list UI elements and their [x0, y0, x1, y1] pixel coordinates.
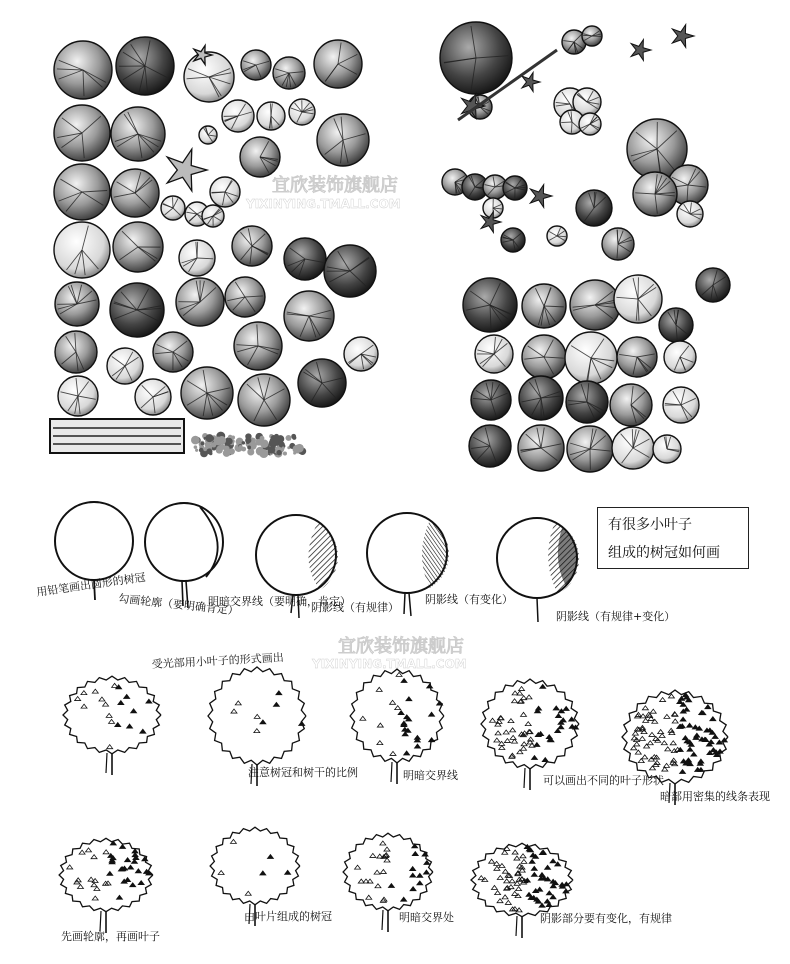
- palm-symbol: [631, 40, 651, 61]
- tree-symbol: [469, 425, 511, 467]
- plan-tree-symbols-right: [440, 22, 730, 472]
- watermark-upper: [245, 174, 401, 211]
- note-leaf-row2-a: 先画轮廓，再画叶子: [61, 930, 160, 943]
- step-contour-circle: [145, 503, 223, 608]
- note-leaf-row1-e: 暗部用密集的线条表现: [660, 790, 770, 803]
- leafy-canopy: [622, 690, 728, 805]
- tree-symbol: [633, 172, 677, 216]
- tree-symbol: [153, 332, 193, 372]
- tree-symbol: [111, 107, 165, 161]
- caption-line-1: 有很多小叶子: [608, 517, 692, 533]
- note-step6: 阴影线（有规律+变化）: [556, 610, 676, 623]
- tree-symbol: [547, 226, 567, 246]
- note-step5: 阴影线（有变化）: [425, 593, 513, 606]
- tree-symbol: [612, 427, 654, 469]
- tree-symbol: [663, 387, 699, 423]
- note-leaf-row1-c: 明暗交界线: [403, 769, 458, 782]
- tree-symbol: [317, 114, 369, 166]
- tree-symbol: [677, 201, 703, 227]
- step-annotations: [35, 570, 675, 623]
- tree-symbol: [116, 37, 174, 95]
- tree-symbol: [234, 322, 282, 370]
- tree-symbol: [107, 348, 143, 384]
- tree-symbol: [240, 137, 280, 177]
- caption-line-2: 组成的树冠如何画: [608, 545, 720, 561]
- tree-symbol: [519, 376, 563, 420]
- tree-symbol: [518, 425, 564, 471]
- tree-symbol: [184, 52, 234, 102]
- tree-symbol: [284, 238, 326, 280]
- tree-symbol: [289, 99, 315, 125]
- tree-symbol: [54, 222, 110, 278]
- tree-symbol: [232, 226, 272, 266]
- tree-symbol: [273, 57, 305, 89]
- tree-symbol: [565, 332, 617, 384]
- watermark-en-2: YIXINYING.TMALL.COM: [312, 657, 467, 671]
- tree-symbol: [210, 177, 240, 207]
- note-leaf-row2-d: 阴影部分要有变化，有规律: [540, 912, 672, 925]
- tree-symbol: [576, 190, 612, 226]
- leafy-canopy-sketches: [59, 667, 728, 938]
- note-step2: 勾画轮廓（要明确肯定）: [117, 592, 240, 618]
- tree-symbol: [161, 196, 185, 220]
- leafy-canopy: [59, 838, 153, 933]
- tree-symbol: [522, 284, 566, 328]
- tree-symbol: [582, 26, 602, 46]
- leaf-annotations: [61, 650, 770, 943]
- palm-symbol: [530, 185, 552, 208]
- note-step1: 用铅笔画出圆形的树冠: [35, 570, 147, 599]
- tree-symbol: [238, 374, 290, 426]
- tree-symbol: [54, 41, 112, 99]
- shrub-texture-strip: [191, 432, 306, 458]
- tree-symbol: [566, 381, 608, 423]
- palm-symbol: [167, 149, 207, 191]
- note-leaf-row1-a: 受光部用小叶子的形式画出: [151, 651, 284, 671]
- tree-symbol: [241, 50, 271, 80]
- watermark-lower: [311, 635, 467, 671]
- note-leaf-row1-d: 可以画出不同的叶子形状: [543, 774, 664, 787]
- tree-symbol: [135, 379, 171, 415]
- tree-symbol: [471, 380, 511, 420]
- tree-symbol: [314, 40, 362, 88]
- note-leaf-row2-b: 由叶片组成的树冠: [244, 910, 332, 923]
- tree-symbol: [610, 384, 652, 426]
- tree-symbol: [58, 376, 98, 416]
- palm-symbol: [672, 25, 694, 48]
- hedge-strip: [50, 419, 184, 453]
- tree-symbol: [284, 291, 334, 341]
- step-shadow-lines-varied: [497, 518, 579, 622]
- watermark-cn-2: 宜欣装饰旗舰店: [338, 636, 464, 657]
- tree-symbol: [110, 283, 164, 337]
- note-step3: 明暗交界线（要明确，肯定）: [208, 595, 351, 608]
- tree-symbol: [113, 222, 163, 272]
- tree-symbol: [579, 113, 601, 135]
- tree-symbol: [111, 169, 159, 217]
- tree-symbol: [617, 337, 657, 377]
- caption-box: [597, 507, 749, 569]
- tree-symbol: [225, 277, 265, 317]
- tree-symbol: [653, 435, 681, 463]
- tree-symbol: [54, 164, 110, 220]
- tree-symbol: [522, 335, 566, 379]
- watermark-cn: 宜欣装饰旗舰店: [272, 175, 398, 196]
- tree-symbol: [501, 228, 525, 252]
- tree-symbol: [55, 331, 97, 373]
- tree-symbol: [440, 22, 512, 94]
- watermark-en: YIXINYING.TMALL.COM: [246, 197, 401, 211]
- tree-symbol: [176, 278, 224, 326]
- tree-symbol: [475, 335, 513, 373]
- tree-symbol: [181, 367, 233, 419]
- note-leaf-row2-c: 明暗交界处: [399, 911, 454, 924]
- tree-symbol: [324, 245, 376, 297]
- tree-symbol: [659, 308, 693, 342]
- tree-symbol: [664, 341, 696, 373]
- tree-symbol: [602, 228, 634, 260]
- plan-tree-symbols-left: [54, 37, 378, 426]
- leafy-canopy: [350, 669, 444, 784]
- tree-symbol: [222, 100, 254, 132]
- tree-symbol: [344, 337, 378, 371]
- tree-symbol: [55, 282, 99, 326]
- tree-symbol: [179, 240, 215, 276]
- note-step4: 阴影线（有规律）: [311, 601, 399, 614]
- tree-symbol: [570, 280, 620, 330]
- note-leaf-row1-b: 注意树冠和树干的比例: [248, 766, 358, 779]
- tree-symbol: [567, 426, 613, 472]
- tree-symbol: [696, 268, 730, 302]
- tree-symbol: [257, 102, 285, 130]
- tree-symbol: [614, 275, 662, 323]
- palm-symbol: [522, 72, 540, 91]
- tree-symbol: [202, 205, 224, 227]
- leafy-canopy: [63, 676, 161, 775]
- tree-symbol: [463, 278, 517, 332]
- tree-symbol: [298, 359, 346, 407]
- tree-symbol: [54, 105, 110, 161]
- tree-symbol: [503, 176, 527, 200]
- tree-symbol: [199, 126, 217, 144]
